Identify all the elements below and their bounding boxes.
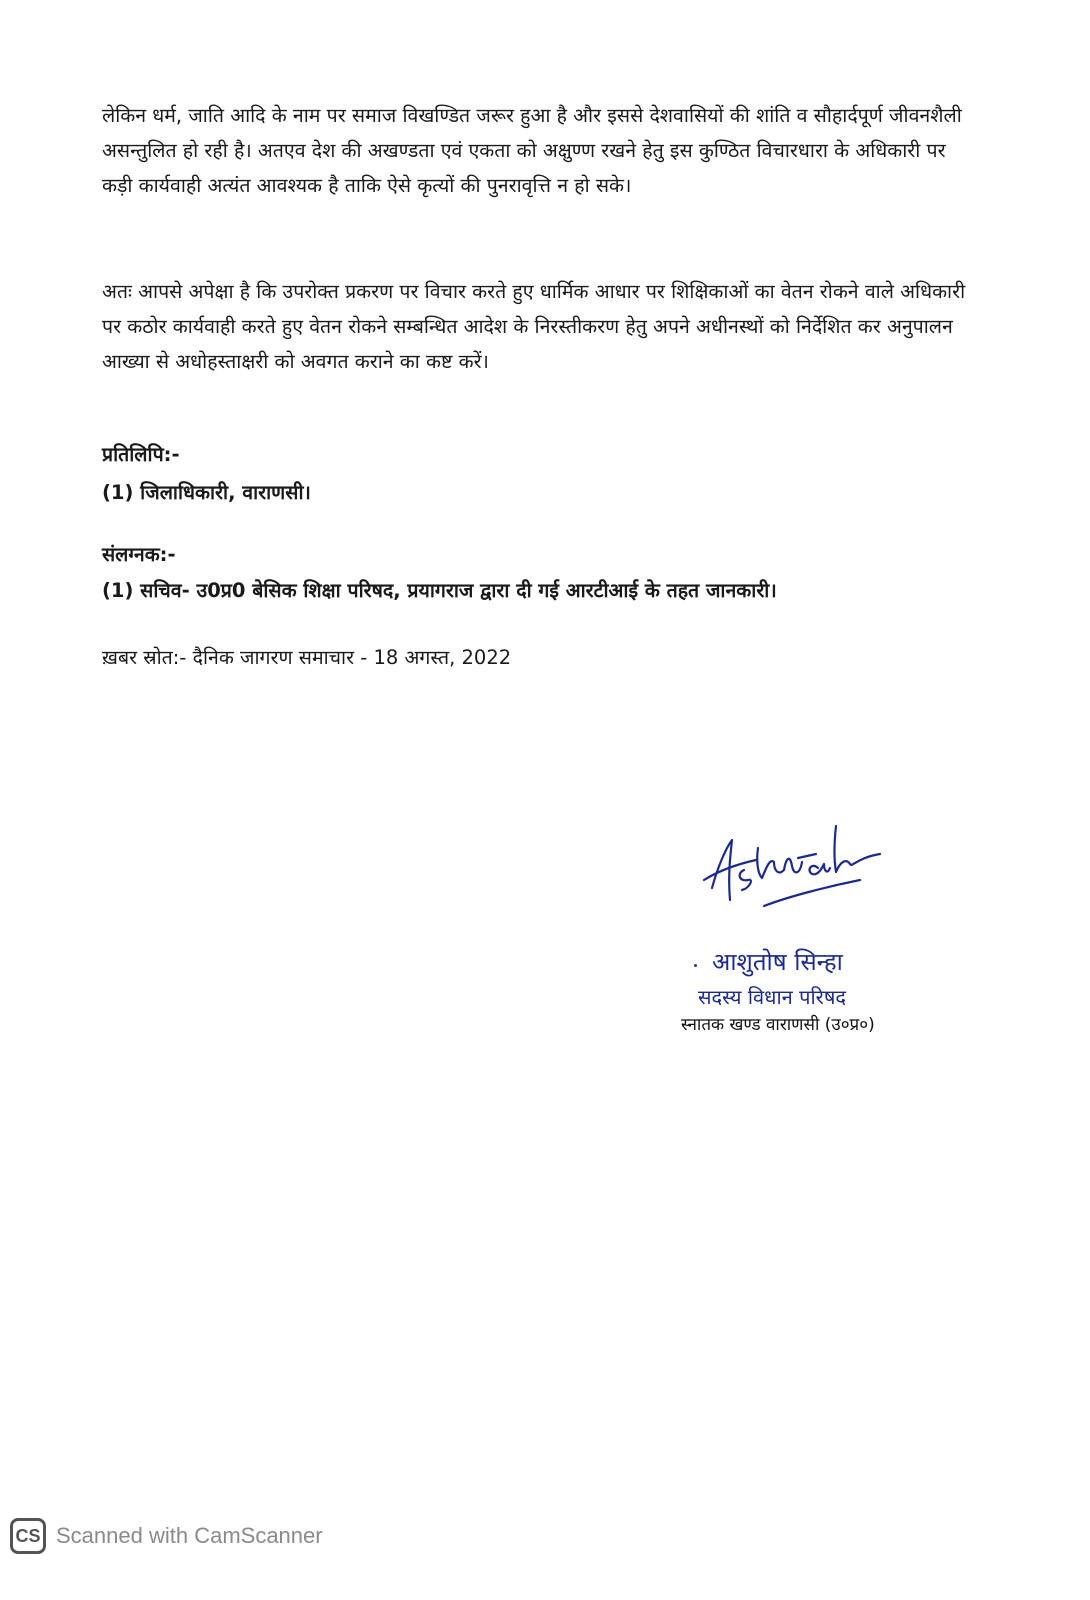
camscanner-logo-icon: CS: [10, 1518, 46, 1554]
enclosure-item: (1) सचिव- उ0प्र0 बेसिक शिक्षा परिषद, प्रयागराज द्वारा दी गई आरटीआई के तहत जानकारी।: [102, 579, 777, 602]
watermark-text: Scanned with CamScanner: [56, 1523, 323, 1548]
body-paragraph-1: लेकिन धर्म, जाति आदि के नाम पर समाज विखण्डित जरूर हुआ है और इससे देशवासियों की शांति व सौहार्दपूर्ण जीवनशैली असन्तुलित हो रही है। अतएव देश की अखण्डता एवं एकता को अक्षुण्ण रखने हेतु इस कुण्ठित विचारधारा के अधिकारी पर कड़ी कार्यवाही अत्यंत आवश्यक है ताकि ऐसे कृत्यों की पुनरावृत्ति न हो सके।: [102, 104, 962, 197]
body-paragraph-2: अतः आपसे अपेक्षा है कि उपरोक्त प्रकरण पर विचार करते हुए धार्मिक आधार पर शिक्षिकाओं का वेतन रोकने वाले अधिकारी पर कठोर कार्यवाही करते हुए वेतन रोकने सम्बन्धित आदेश के निरस्तीकरण हेतु अपने अधीनस्थों को निर्देशित कर अनुपालन आख्या से अधोहस्ताक्षरी को अवगत कराने का कष्ट करें।: [102, 280, 966, 373]
enclosure-heading: संलग्नक:-: [102, 543, 176, 566]
signature-stroke: [764, 880, 860, 906]
signature-stroke: [835, 826, 881, 872]
signatory-constituency: स्नातक खण्ड वाराणसी (उ०प्र०): [681, 1015, 875, 1035]
news-source: ख़बर स्रोत:- दैनिक जागरण समाचार - 18 अगस्त, 2022: [102, 646, 512, 669]
copy-to-heading: प्रतिलिपि:-: [102, 443, 180, 466]
camscanner-watermark: [10, 1518, 323, 1554]
handwritten-signature: [700, 818, 890, 913]
signatory-name: आशुतोष सिन्हा: [712, 948, 843, 976]
signature-stroke: [740, 870, 751, 890]
copy-to-item: (1) जिलाधिकारी, वाराणसी।: [102, 481, 311, 504]
signature-stroke: [757, 848, 802, 878]
signatory-designation: सदस्य विधान परिषद: [698, 985, 847, 1009]
signature-stroke: [798, 854, 816, 858]
ink-dot: [694, 964, 697, 967]
signature-stroke: [810, 864, 830, 874]
